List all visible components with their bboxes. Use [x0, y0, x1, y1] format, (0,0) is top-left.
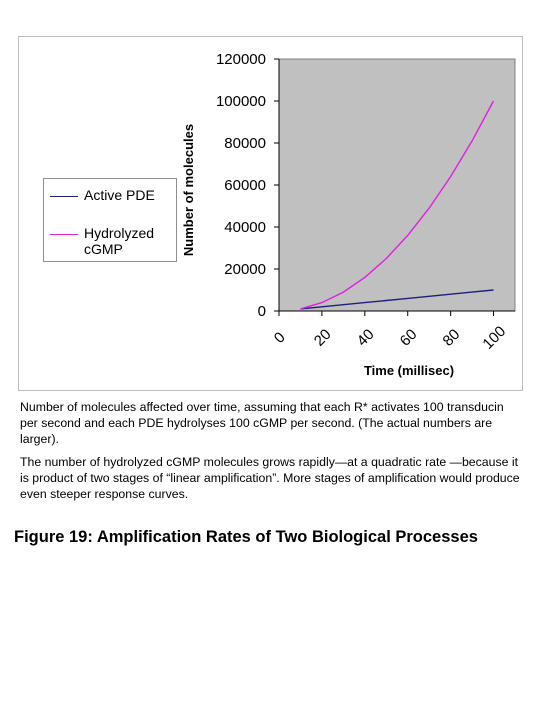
legend-label-active-pde: Active PDE	[84, 187, 155, 203]
x-tick-label: 80	[439, 325, 464, 350]
x-tick-label: 60	[396, 325, 421, 350]
caption	[20, 399, 520, 509]
x-tick-label: 100	[479, 322, 510, 353]
y-tick-label: 20000	[224, 261, 266, 278]
y-tick-label: 100000	[215, 93, 266, 110]
legend	[43, 178, 177, 262]
caption-paragraph-1: Number of molecules affected over time, assuming that each R* activates 100 transducin per second and each PDE hydrolyses 100 cGMP per second. (The actual numbers are larger).	[20, 400, 504, 446]
y-tick-label: 120000	[215, 51, 266, 68]
legend-swatch-active-pde	[50, 196, 78, 197]
y-tick-label: 60000	[224, 177, 266, 194]
legend-swatch-hydrolyzed-cgmp	[50, 234, 78, 235]
figure-title: Figure 19: Amplification Rates of Two Biological Processes	[14, 528, 478, 546]
y-tick-label: 80000	[224, 135, 266, 152]
y-axis-title: Number of molecules	[181, 123, 196, 257]
x-axis-title: Time (millisec)	[363, 363, 455, 378]
legend-item-hydrolyzed-cgmp	[44, 225, 176, 257]
legend-label-hydrolyzed-cgmp: Hydrolyzed cGMP	[84, 225, 155, 257]
x-tick-label: 0	[270, 328, 289, 347]
x-tick-label: 40	[353, 325, 378, 350]
plot-area	[279, 59, 515, 311]
y-tick-label: 0	[257, 303, 266, 320]
y-tick-label: 40000	[224, 219, 266, 236]
caption-paragraph-2: The number of hydrolyzed cGMP molecules grows rapidly—at a quadratic rate —because it is product of two stages of “linear amplification”. More stages of amplification would produce even steeper response curves.	[20, 455, 520, 501]
legend-item-active-pde	[44, 187, 176, 203]
x-tick-label: 20	[310, 325, 335, 350]
chart-frame	[18, 36, 523, 391]
